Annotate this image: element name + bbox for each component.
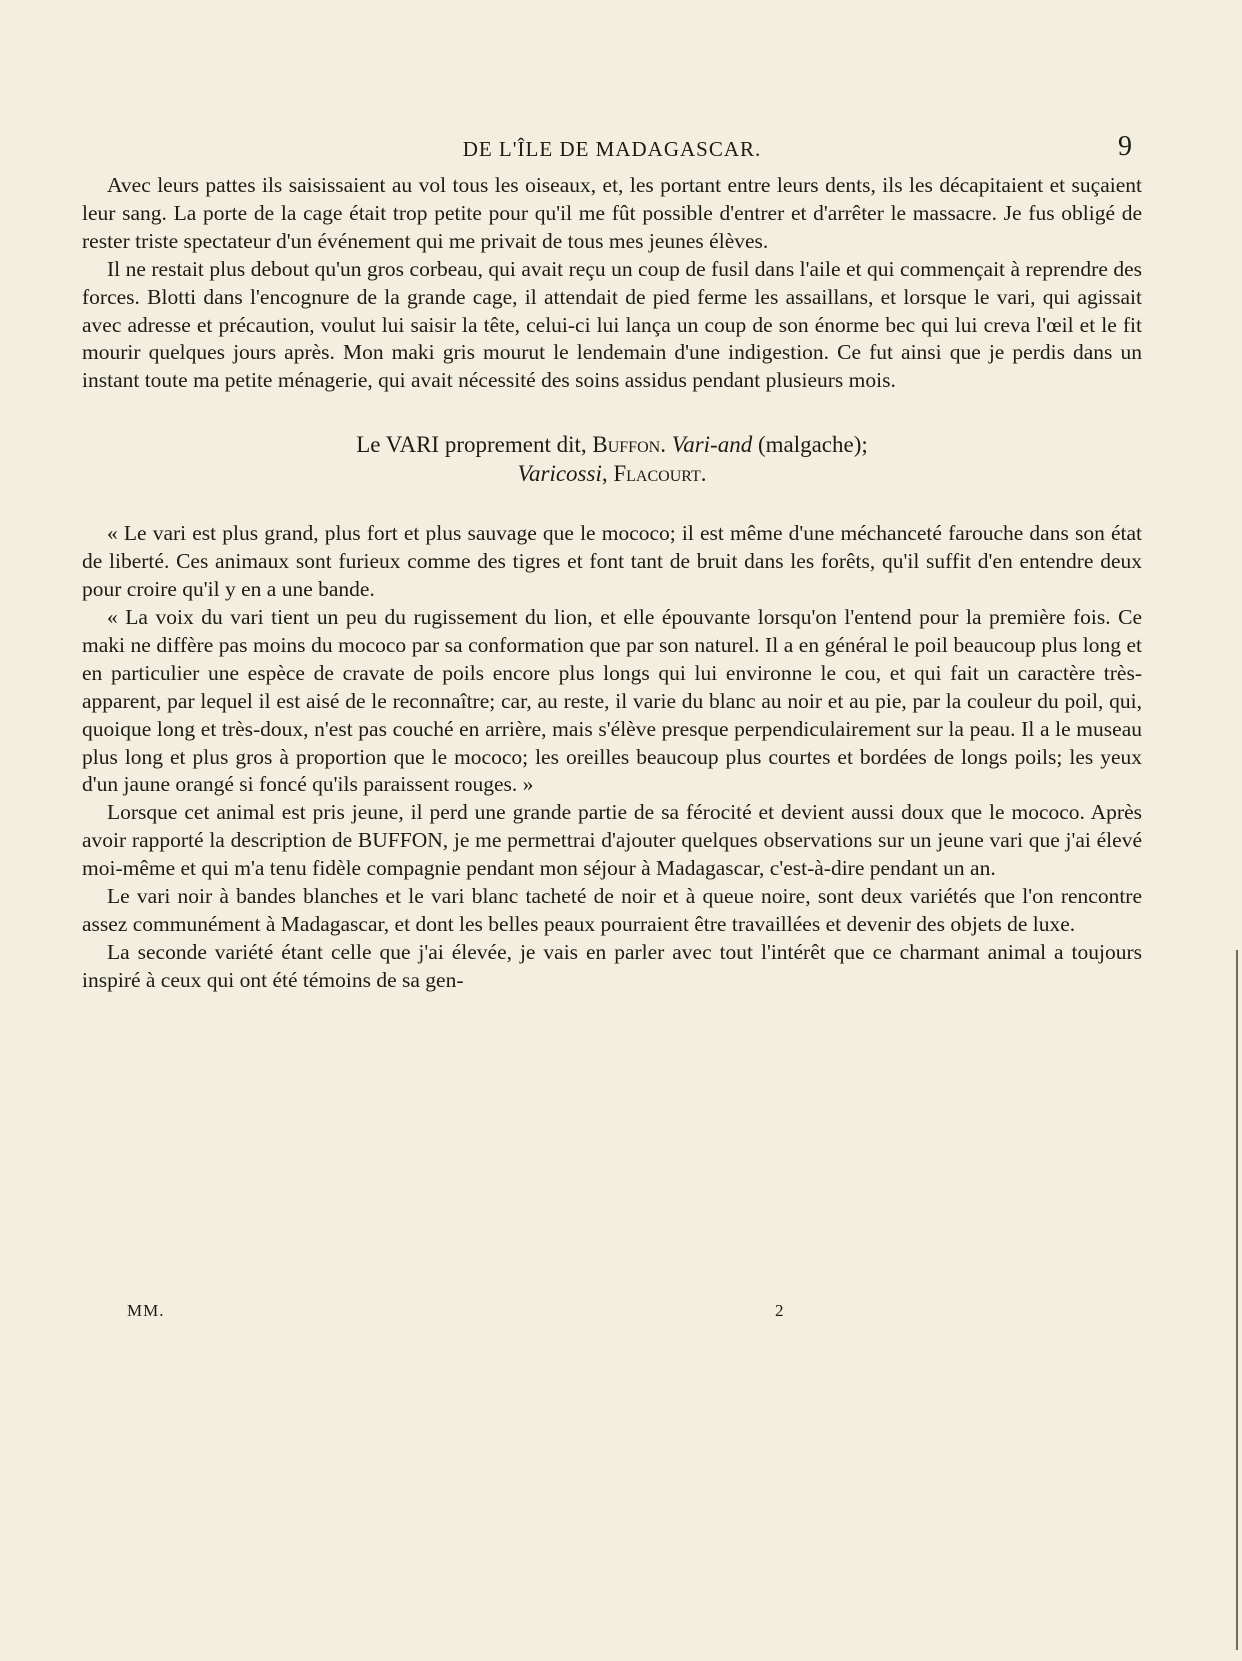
species-name: Vari-and — [671, 432, 753, 458]
paragraph: « La voix du vari tient un peu du rugissement du lion, et elle épouvante lorsqu'on l'entend pour la première fois. Ce maki ne diffère pas moins du mococo par sa conformation que par son naturel. Il a en général le poil beaucoup plus long et en particulier une espèce de cravate de poils encore plus longs qui lui environne le cou, et qui fait un caractère très-apparent, par lequel il est aisé de le reconnaître; car, au reste, il varie du blanc au noir et au pie, par la couleur du poil, qui, quoique long et très-doux, n'est pas couché en arrière, mais s'élève presque perpendiculairement sur la peau. Il a le museau plus long et plus gros à proportion que le mococo; les oreilles beaucoup plus courtes et bordées de longs poils; les yeux d'un jaune orangé si foncé qu'ils paraissent rouges. » — [82, 604, 1142, 797]
title-text: . — [660, 432, 672, 458]
title-text: , — [601, 461, 614, 487]
author-name: Flacourt — [613, 461, 701, 487]
paragraph: Le vari noir à bandes blanches et le vari blanc tacheté de noir et à queue noire, sont deux variétés que l'on rencontre assez communément à Madagascar, et dont les belles peaux pourraient être travaillées et devenir des objets de luxe. — [82, 884, 1142, 936]
section-title — [82, 430, 1142, 488]
paragraph: La seconde variété étant celle que j'ai élevée, je vais en parler avec tout l'intérêt que ce charmant animal a toujours inspiré à ceux qui ont été témoins de sa gen- — [82, 939, 1142, 992]
author-name: Buffon — [592, 432, 661, 458]
running-head: DE L'ÎLE DE MADAGASCAR. — [462, 137, 762, 161]
signature-mark: MM. — [127, 1301, 165, 1320]
paragraph: Lorsque cet animal est pris jeune, il perd une grande partie de sa férocité et devient aussi doux que le mococo. Après avoir rapporté la description de BUFFON, je me permettrai d'ajouter quelques observations sur un jeune vari que j'ai élevé moi-même et qui m'a tenu fidèle compagnie pendant mon séjour à Madagascar, c'est-à-dire pendant un an. — [82, 800, 1142, 881]
paragraph: Il ne restait plus debout qu'un gros corbeau, qui avait reçu un coup de fusil dans l'aile et qui commençait à reprendre des forces. Blotti dans l'encognure de la grande cage, il attendait de pied ferme les assaillans, et lorsque le vari, qui agissait avec adresse et précaution, voulut lui saisir la tête, celui-ci lui lança un coup de son énorme bec qui lui creva l'œil et le fit mourir quelques jours après. Mon maki gris mourut le lendemain d'une indigestion. Ce fut ainsi que je perdis dans un instant toute ma petite ménagerie, qui avait nécessité des soins assidus pendant plusieurs mois. — [82, 256, 1142, 393]
paragraph: « Le vari est plus grand, plus fort et plus sauvage que le mococo; il est même d'une méchanceté farouche dans son état de liberté. Ces animaux sont furieux comme des tigres et font tant de bruit dans les forêts, qu'il suffit d'en entendre deux pour croire qu'il y en a une bande. — [82, 521, 1142, 602]
page-edge-line — [1236, 950, 1238, 1650]
title-text: . — [700, 461, 707, 487]
page-header — [82, 131, 1142, 175]
species-name: Varicossi — [517, 461, 602, 487]
gathering-number: 2 — [775, 1301, 784, 1320]
body-text — [82, 172, 1142, 995]
title-text: Le VARI proprement dit, — [356, 432, 593, 458]
title-text: (malgache); — [752, 432, 868, 458]
paragraph: Avec leurs pattes ils saisissaient au vol tous les oiseaux, et, les portant entre leurs dents, ils les décapitaient et suçaient leur sang. La porte de la cage était trop petite pour qu'il me fût possible d'entrer et d'arrêter le massacre. Je fus obligé de rester triste spectateur d'un événement qui me privait de tous mes jeunes élèves. — [82, 173, 1142, 253]
page-number: 9 — [1118, 131, 1132, 162]
